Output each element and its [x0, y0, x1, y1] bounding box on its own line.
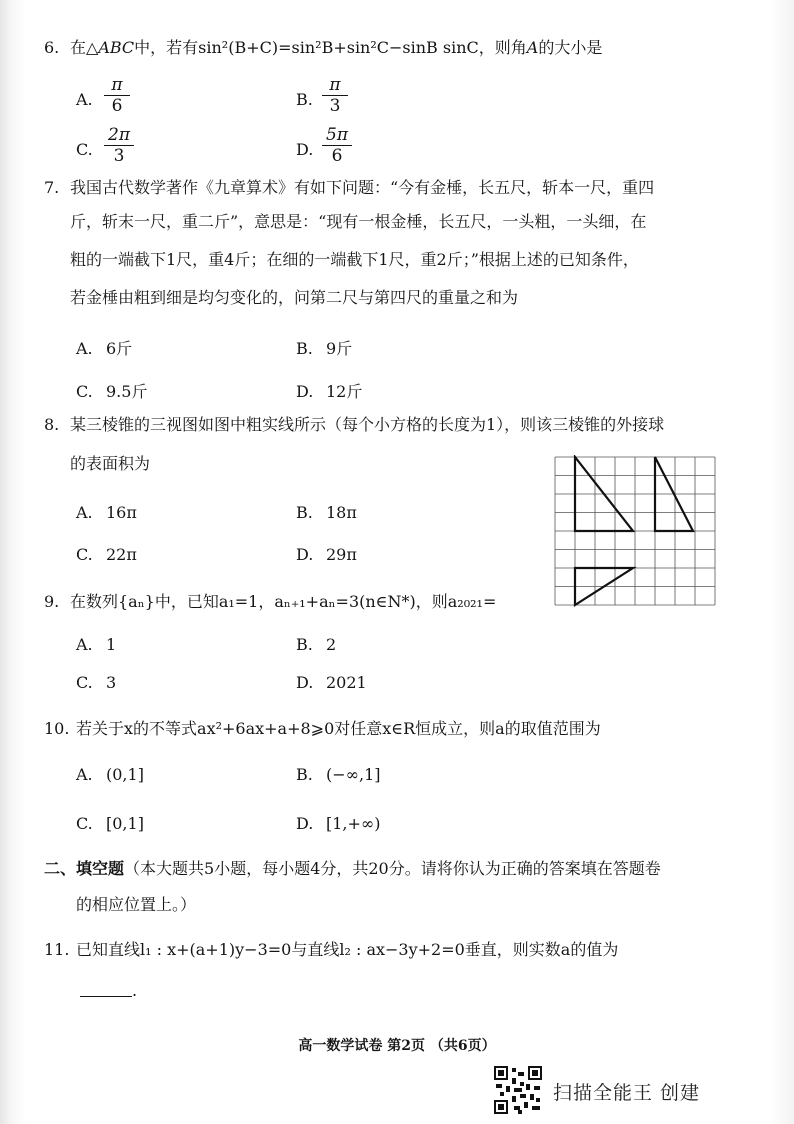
section-2-heading-line: [44, 859, 661, 879]
q10-option-b[interactable]: B. (−∞,1]: [296, 765, 381, 784]
q6-option-a-label[interactable]: A.: [76, 90, 93, 109]
q7-line-3: 粗的一端截下1尺，重4斤；在细的一端截下1尺，重2斤；”根据上述的已知条件，: [70, 250, 639, 269]
q6-option-b-fraction[interactable]: π 3: [322, 76, 348, 115]
q7-option-c[interactable]: C. 9.5斤: [76, 382, 148, 401]
q10-option-c[interactable]: C. [0,1]: [76, 814, 144, 833]
q8-option-d[interactable]: D. 29π: [296, 545, 357, 564]
q10-option-d[interactable]: D. [1,+∞): [296, 814, 381, 833]
q9-option-c[interactable]: C. 3: [76, 673, 117, 692]
q7-option-d[interactable]: D. 12斤: [296, 382, 363, 401]
q7-line-1: 我国古代数学著作《九章算术》有如下问题：“今有金棰，长五尺，斩本一尺，重四: [70, 178, 655, 197]
q10-option-a[interactable]: A. (0,1]: [76, 765, 144, 784]
q6-option-a-fraction[interactable]: π 6: [104, 76, 130, 115]
q6-number: 6.: [44, 38, 60, 57]
q11-answer-blank[interactable]: [80, 996, 132, 997]
qr-code-icon: [494, 1066, 542, 1114]
q7-option-a[interactable]: A. 6斤: [76, 339, 133, 358]
q9-stem: 在数列{aₙ}中，已知a₁=1，aₙ₊₁+aₙ=3(n∈N*)，则a₂₀₂₁=: [70, 592, 497, 611]
q7-number: 7.: [44, 178, 60, 197]
q6-option-b-label[interactable]: B.: [296, 90, 313, 109]
q7-line-2: 斤，斩末一尺，重二斤”，意思是：“现有一根金棰，长五尺，一头粗，一头细，在: [70, 212, 647, 231]
q9-number: 9.: [44, 592, 60, 611]
q11-blank-period: .: [132, 981, 138, 1000]
q8-number: 8.: [44, 415, 60, 434]
page-footer: 高一数学试卷 第2页 （共6页）: [298, 1038, 496, 1054]
q11-number: 11.: [44, 940, 70, 959]
section-2-instructions-line-2: 的相应位置上。）: [76, 895, 197, 914]
section-2-heading: 二、填空题: [44, 859, 125, 878]
scanner-brand-text: 扫描全能王 创建: [553, 1082, 701, 1104]
three-view-grid-figure: [553, 455, 717, 607]
section-2-instructions: （本大题共5小题，每小题4分，共20分。请将你认为正确的答案填在答题卷: [124, 859, 661, 878]
q6-option-d-label[interactable]: D.: [296, 140, 314, 159]
q10-number: 10.: [44, 719, 70, 738]
q6-option-c-fraction[interactable]: 2π 3: [104, 126, 134, 165]
q6-option-c-label[interactable]: C.: [76, 140, 93, 159]
q9-option-a[interactable]: A. 1: [76, 635, 117, 654]
q9-option-d[interactable]: D. 2021: [296, 673, 367, 692]
q8-option-c[interactable]: C. 22π: [76, 545, 137, 564]
q9-option-b[interactable]: B. 2: [296, 635, 337, 654]
q6-stem: 在△ABC中，若有sin²(B+C)=sin²B+sin²C−sinB sinC，则角A的大小是: [70, 38, 603, 57]
q7-line-4: 若金棰由粗到细是均匀变化的，问第二尺与第四尺的重量之和为: [70, 288, 519, 307]
q7-option-b[interactable]: B. 9斤: [296, 339, 353, 358]
q8-option-b[interactable]: B. 18π: [296, 503, 357, 522]
q11-stem: 已知直线l₁ : x+(a+1)y−3=0与直线l₂ : ax−3y+2=0垂直，则实数a的值为: [76, 940, 619, 959]
q8-option-a[interactable]: A. 16π: [76, 503, 137, 522]
q8-line-1: 某三棱锥的三视图如图中粗实线所示（每个小方格的长度为1），则该三棱锥的外接球: [70, 415, 665, 434]
q6-option-d-fraction[interactable]: 5π 6: [322, 126, 352, 165]
q10-stem: 若关于x的不等式ax²+6ax+a+8⩾0对任意x∈R恒成立，则a的取值范围为: [76, 719, 601, 738]
q8-line-2: 的表面积为: [70, 454, 151, 473]
